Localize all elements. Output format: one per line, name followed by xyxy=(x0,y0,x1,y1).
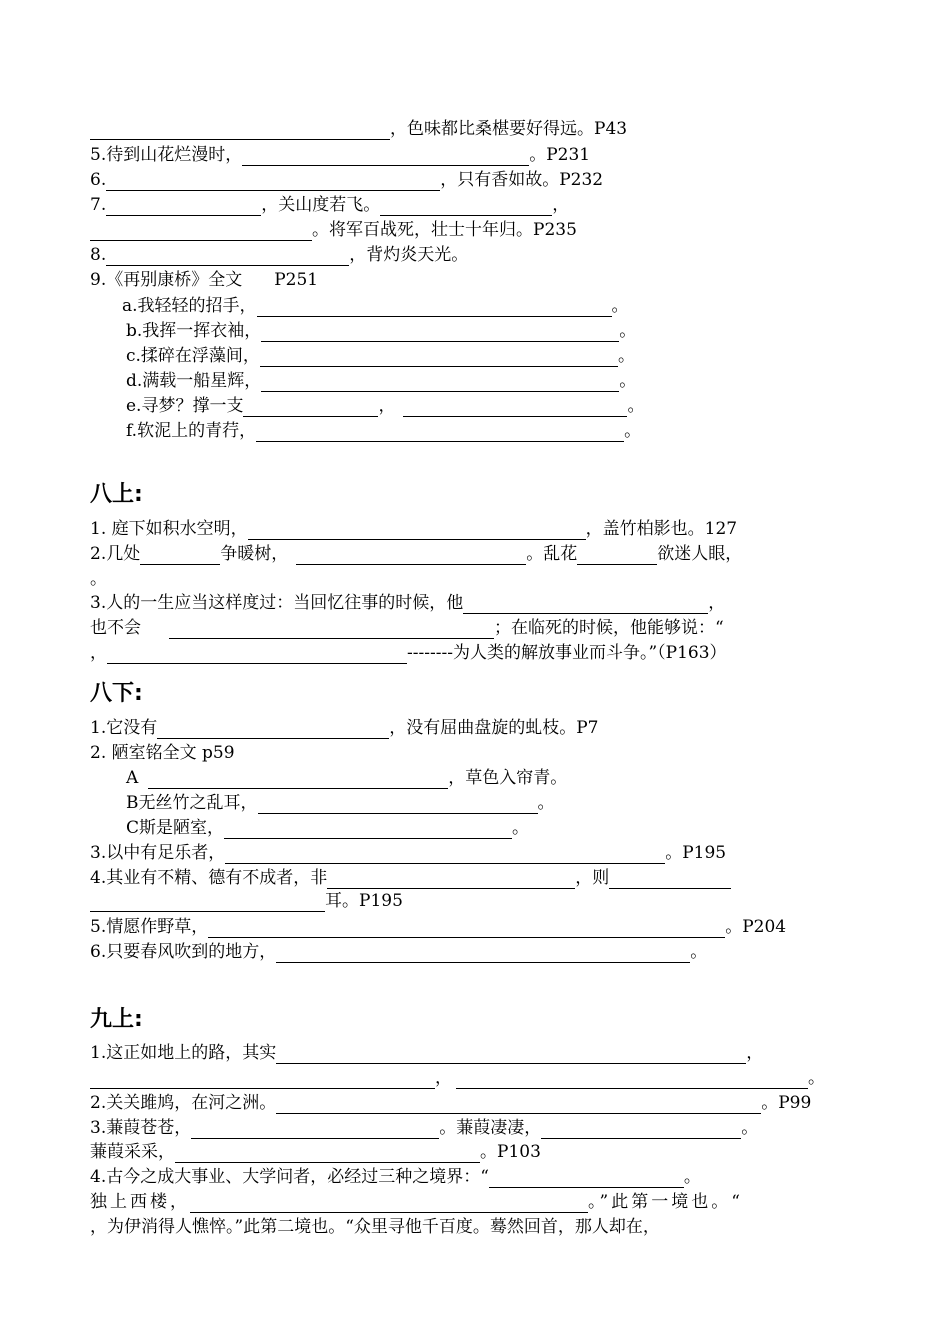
line-p235: 。将军百战死，壮士十年归。P235 xyxy=(90,219,577,241)
blank[interactable] xyxy=(208,920,725,938)
line-8a-q3: 3.人的一生应当这样度过：当回忆往事的时候，他 ， xyxy=(90,593,726,613)
line-9a-q4c: ，为伊消得人憔悴。”此第二境也。“众里寻他千百度。蓦然回首，那人却在， xyxy=(90,1217,660,1237)
section-heading-8a: 八上: xyxy=(90,482,143,507)
line-8a-q3c: ， --------为人类的解放事业而斗争。”（P163） xyxy=(90,643,727,663)
section-heading-9a: 九上: xyxy=(90,1007,143,1032)
line-p43: ，色味都比桑椹要好得远。P43 xyxy=(90,118,627,140)
line-8b-q4: 4.其业有不精、德有不成者，非 ，则 xyxy=(90,867,731,889)
blank[interactable] xyxy=(107,646,407,664)
blank[interactable] xyxy=(327,871,575,889)
blank[interactable] xyxy=(276,945,690,963)
line-8b-c: C斯是陋室， 。 xyxy=(126,818,530,838)
line-p59: 2. 陋室铭全文 p59 xyxy=(90,743,235,763)
blank[interactable] xyxy=(140,547,220,565)
line-q8: 8. ，背灼炎天光。 xyxy=(90,245,469,265)
line-8a-q3b: 也不会 ；在临死的时候，他能够说：“ xyxy=(90,618,724,638)
blank[interactable] xyxy=(225,846,665,864)
blank[interactable] xyxy=(191,1121,439,1139)
blank[interactable] xyxy=(463,596,708,614)
line-9a-q1: 1.这正如地上的路，其实 ， xyxy=(90,1043,764,1063)
blank[interactable] xyxy=(261,324,619,342)
line-q9e: e.寻梦？撑一支 ， 。 xyxy=(126,396,645,416)
line-q9f: f.软泥上的青荇， 。 xyxy=(126,421,642,441)
line-q9-heading: 9.《再别康桥》全文 P251 xyxy=(90,270,319,290)
line-8b-a: A ，草色入帘青。 xyxy=(126,768,568,788)
line-q7: 7. ，关山度若飞。 ， xyxy=(90,195,570,215)
line-p195b: 耳。P195 xyxy=(90,890,403,912)
line-9a-q4b: 独上西楼， 。”此第一境也。“ xyxy=(90,1192,743,1212)
blank[interactable] xyxy=(296,547,526,565)
blank[interactable] xyxy=(175,1145,480,1163)
blank[interactable] xyxy=(106,248,349,266)
line-p231: 5.待到山花烂漫时， 。P231 xyxy=(90,145,591,165)
blank[interactable] xyxy=(456,1071,808,1089)
blank[interactable] xyxy=(157,721,389,739)
section-heading-8b: 八下: xyxy=(90,681,143,706)
line-8a-q2: 2.几处 争暖树， 。乱花 欲迷人眼， xyxy=(90,544,743,564)
line-9a-q1b: ， 。 xyxy=(90,1067,825,1089)
blank[interactable] xyxy=(489,1170,684,1188)
blank[interactable] xyxy=(90,894,325,912)
line-9a-q4: 4.古今之成大事业、大学问者，必经过三种之境界：“ 。 xyxy=(90,1167,701,1187)
blank[interactable] xyxy=(261,374,619,392)
blank[interactable] xyxy=(248,522,586,540)
line-q9c: c.揉碎在浮藻间， 。 xyxy=(126,346,635,366)
blank[interactable] xyxy=(190,1195,588,1213)
line-8b-q6: 6.只要春风吹到的地方， 。 xyxy=(90,942,708,962)
blank[interactable] xyxy=(609,871,731,889)
line-p7: 1.它没有 ，没有屈曲盘旋的虬枝。P7 xyxy=(90,718,599,738)
line-q9b: b.我挥一挥衣袖， 。 xyxy=(126,321,637,341)
blank[interactable] xyxy=(541,1121,741,1139)
blank[interactable] xyxy=(169,621,494,639)
blank[interactable] xyxy=(276,1046,746,1064)
line-q9d: d.满载一船星辉， 。 xyxy=(126,371,637,391)
blank[interactable] xyxy=(90,1071,435,1089)
line-p195a: 3.以中有足乐者， 。P195 xyxy=(90,843,727,863)
blank[interactable] xyxy=(90,122,390,140)
blank[interactable] xyxy=(90,223,312,241)
line-8a-q2-end: 。 xyxy=(90,569,107,589)
blank[interactable] xyxy=(106,198,261,216)
blank[interactable] xyxy=(242,148,529,166)
line-9a-q3: 3.蒹葭苍苍， 。蒹葭凄凄， 。 xyxy=(90,1118,759,1138)
line-8b-b: B无丝竹之乱耳， 。 xyxy=(126,793,555,813)
blank[interactable] xyxy=(260,349,618,367)
line-q9a: a.我轻轻的招手， 。 xyxy=(122,296,629,316)
blank[interactable] xyxy=(276,1096,761,1114)
blank[interactable] xyxy=(106,173,440,191)
blank[interactable] xyxy=(577,547,657,565)
blank[interactable] xyxy=(243,399,378,417)
blank[interactable] xyxy=(257,299,612,317)
blank[interactable] xyxy=(148,771,448,789)
blank[interactable] xyxy=(403,399,627,417)
line-p204: 5.情愿作野草， 。P204 xyxy=(90,917,787,937)
line-p103: 蒹葭采采， 。P103 xyxy=(90,1142,541,1162)
line-p99: 2.关关雎鸠，在河之洲。 。P99 xyxy=(90,1093,812,1113)
line-p232: 6. ，只有香如故。P232 xyxy=(90,170,604,190)
blank[interactable] xyxy=(380,198,552,216)
line-127: 1. 庭下如积水空明， ，盖竹柏影也。127 xyxy=(90,519,738,539)
blank[interactable] xyxy=(258,796,538,814)
blank[interactable] xyxy=(224,821,512,839)
blank[interactable] xyxy=(256,424,624,442)
